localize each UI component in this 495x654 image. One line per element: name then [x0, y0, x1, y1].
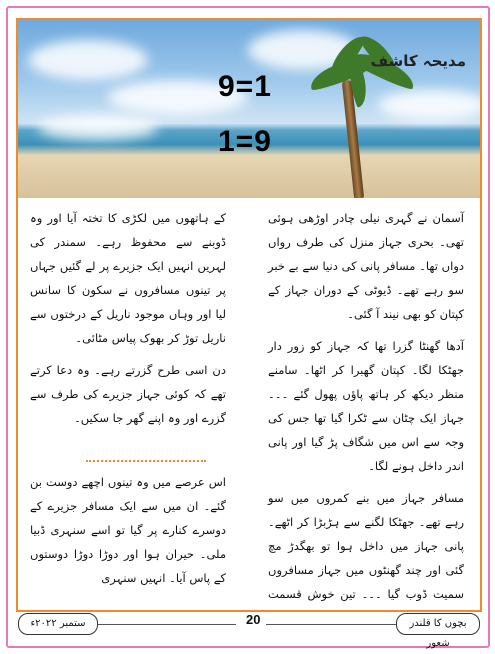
- equation-top: 9=1: [218, 70, 272, 103]
- author-name: مدیحہ کاشف: [370, 52, 466, 70]
- page-footer: [16, 610, 482, 649]
- page-content: [16, 18, 482, 612]
- issue-date: ستمبر ۲۰۲۲ء: [18, 613, 98, 635]
- paragraph: کے ہاتھوں میں لکڑی کا تختہ آیا اور وہ ڈوبنے سے محفوظ رہے۔ سمندر کی لہریں انہیں ایک جزیرے پر لے گئیں جہاں پر تینوں مسافروں نے سکون کا سانس لیا اور وہاں موجود ناریل کے درختوں سے ناریل توڑ کر بھوک پیاس مٹائی۔: [30, 211, 226, 345]
- right-column: [268, 206, 464, 612]
- paragraph: مسافر جہاز میں بنے کمروں میں سو رہے تھے۔ جھٹکا لگنے سے ہڑبڑا کر اٹھے۔ پانی جہاز میں داخل ہوا تو بھگدڑ مچ گئی اور چند گھنٹوں میں جہاز مسافروں سمیت ڈوب گیا ۔۔۔ تین خوش قسمت: [268, 491, 464, 601]
- header-image: [18, 20, 480, 198]
- page-number: 20: [242, 612, 264, 627]
- paragraph: آدھا گھنٹا گزرا تھا کہ جہاز کو زور دار جھٹکا لگا۔ کپتان گھبرا کر اٹھا۔ سامنے منظر دیکھ کر ہاتھ پاؤں پھول گئے ۔۔۔ جہاز ایک چٹان سے ٹکرا گیا تھا جس کی وجہ سے اس میں شگاف پڑ گیا اور پانی اندر داخل ہونے لگا۔: [268, 339, 464, 473]
- paragraph: دن اسی طرح گزرتے رہے۔ وہ دعا کرتے تھے کہ کوئی جہاز جزیرے کی طرف سے گزرے اور وہ اپنے گھر جا سکیں۔: [30, 363, 226, 425]
- paragraph: اس عرصے میں وہ تینوں اچھے دوست بن گئے۔ ان میں سے ایک مسافر جزیرے کے دوسرے کنارے پر گیا تو اسے سنہری ڈبیا ملی۔ حیران ہوا اور دوڑا دوڑا دوستوں کے پاس آیا۔ انہیں سنہری: [30, 475, 226, 585]
- left-column: [30, 206, 226, 438]
- magazine-name: بچوں کا قلندر شعور: [396, 613, 480, 635]
- paragraph: آسمان نے گہری نیلی چادر اوڑھی ہوئی تھی۔ بحری جہاز منزل کی طرف رواں دواں تھا۔ مسافر پانی کی دنیا سے بے خبر سو رہے تھے۔ ڈیوٹی کے دوران جہاز کے کپتان کو بھی نیند آ گئی۔: [268, 211, 464, 321]
- left-column-lower: [30, 470, 226, 598]
- equation-bottom: 1=9: [218, 125, 272, 158]
- section-divider: [86, 460, 206, 462]
